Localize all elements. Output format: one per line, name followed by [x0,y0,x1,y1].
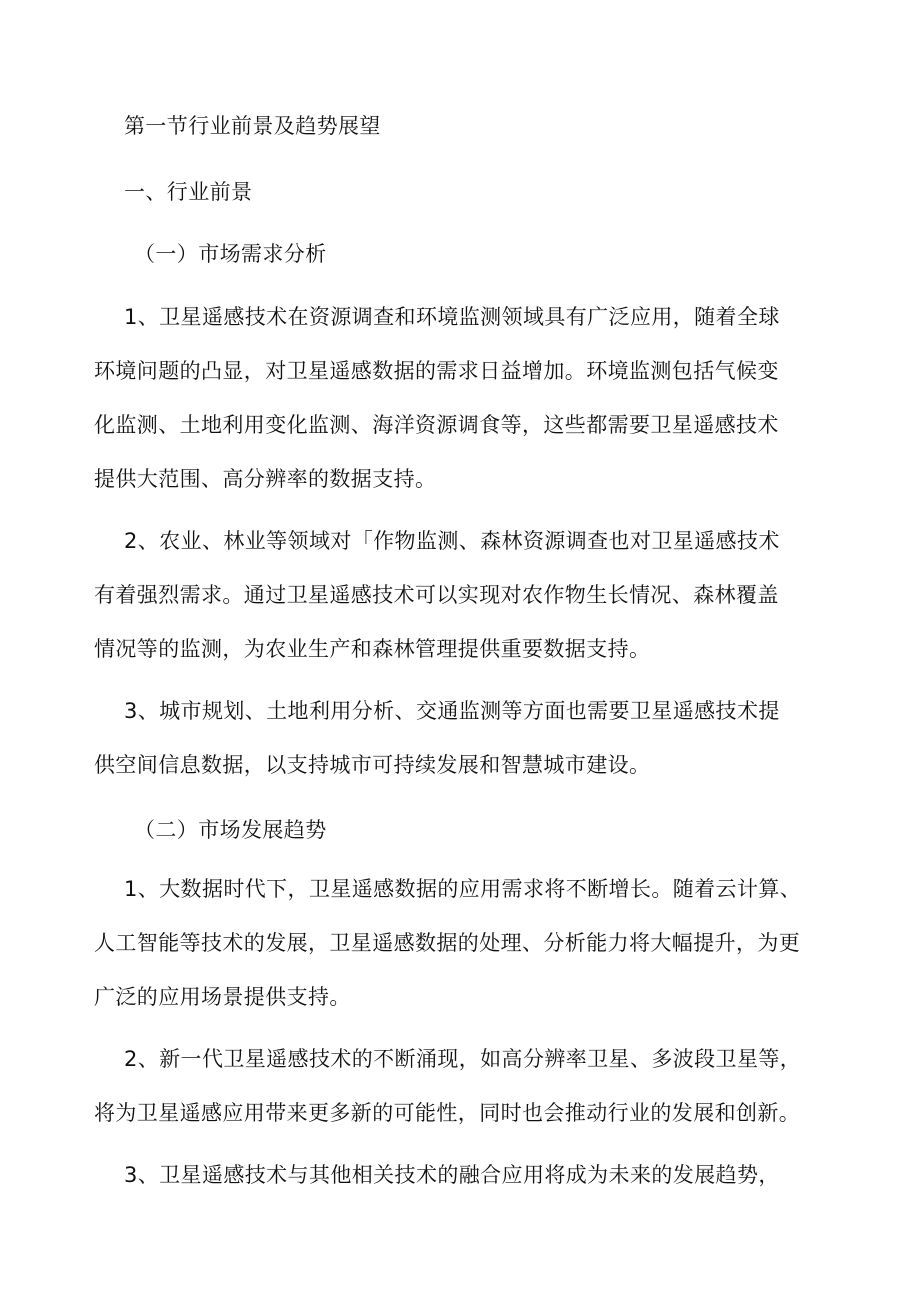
text-line: 有着强烈需求。通过卫星遥感技术可以实现对农作物生长情况、森林覆盖 [94,583,779,607]
text-line: 2、新一代卫星遥感技术的不断涌现，如高分辨率卫星、多波段卫星等， [124,1047,802,1071]
text-line: 将为卫星遥感应用带来更多新的可能性，同时也会推动行业的发展和创新。 [94,1101,801,1125]
text-line: 广泛的应用场景提供支持。 [94,985,351,1009]
section-title: 第一节行业前景及趋势展望 [124,114,381,138]
text-line: 1、卫星遥感技术在资源调查和环境监测领域具有广泛应用，随着全球 [124,305,780,329]
subheading-market-trends: （二）市场发展趋势 [134,818,327,842]
heading-industry-prospects: 一、行业前景 [124,180,253,204]
text-line: 2、农业、林业等领域对「作物监测、森林资源调查也对卫星遥感技术 [124,529,780,553]
text-line: 化监测、土地利用变化监测、海洋资源调食等，这些都需要卫星遥感技术 [94,413,779,437]
text-line: 3、卫星遥感技术与其他相关技术的融合应用将成为未来的发展趋势， [124,1163,780,1187]
text-line: 供空间信息数据，以支持城市可持续发展和智慧城市建设。 [94,753,651,777]
text-line: 提供大范围、高分辨率的数据支持。 [94,467,437,491]
text-line: 环境问题的凸显，对卫星遥感数据的需求日益增加。环境监测包括气候变 [94,359,779,383]
text-line: 3、城市规划、土地利用分析、交通监测等方面也需要卫星遥感技术提 [124,699,780,723]
subheading-market-demand: （一）市场需求分析 [134,242,327,266]
text-line: 人工智能等技术的发展，卫星遥感数据的处理、分析能力将大幅提升，为更 [94,931,801,955]
text-line: 情况等的监测，为农业生产和森林管理提供重要数据支持。 [94,637,651,661]
text-line: 1、大数据时代下，卫星遥感数据的应用需求将不断增长。随着云计算、 [124,877,802,901]
